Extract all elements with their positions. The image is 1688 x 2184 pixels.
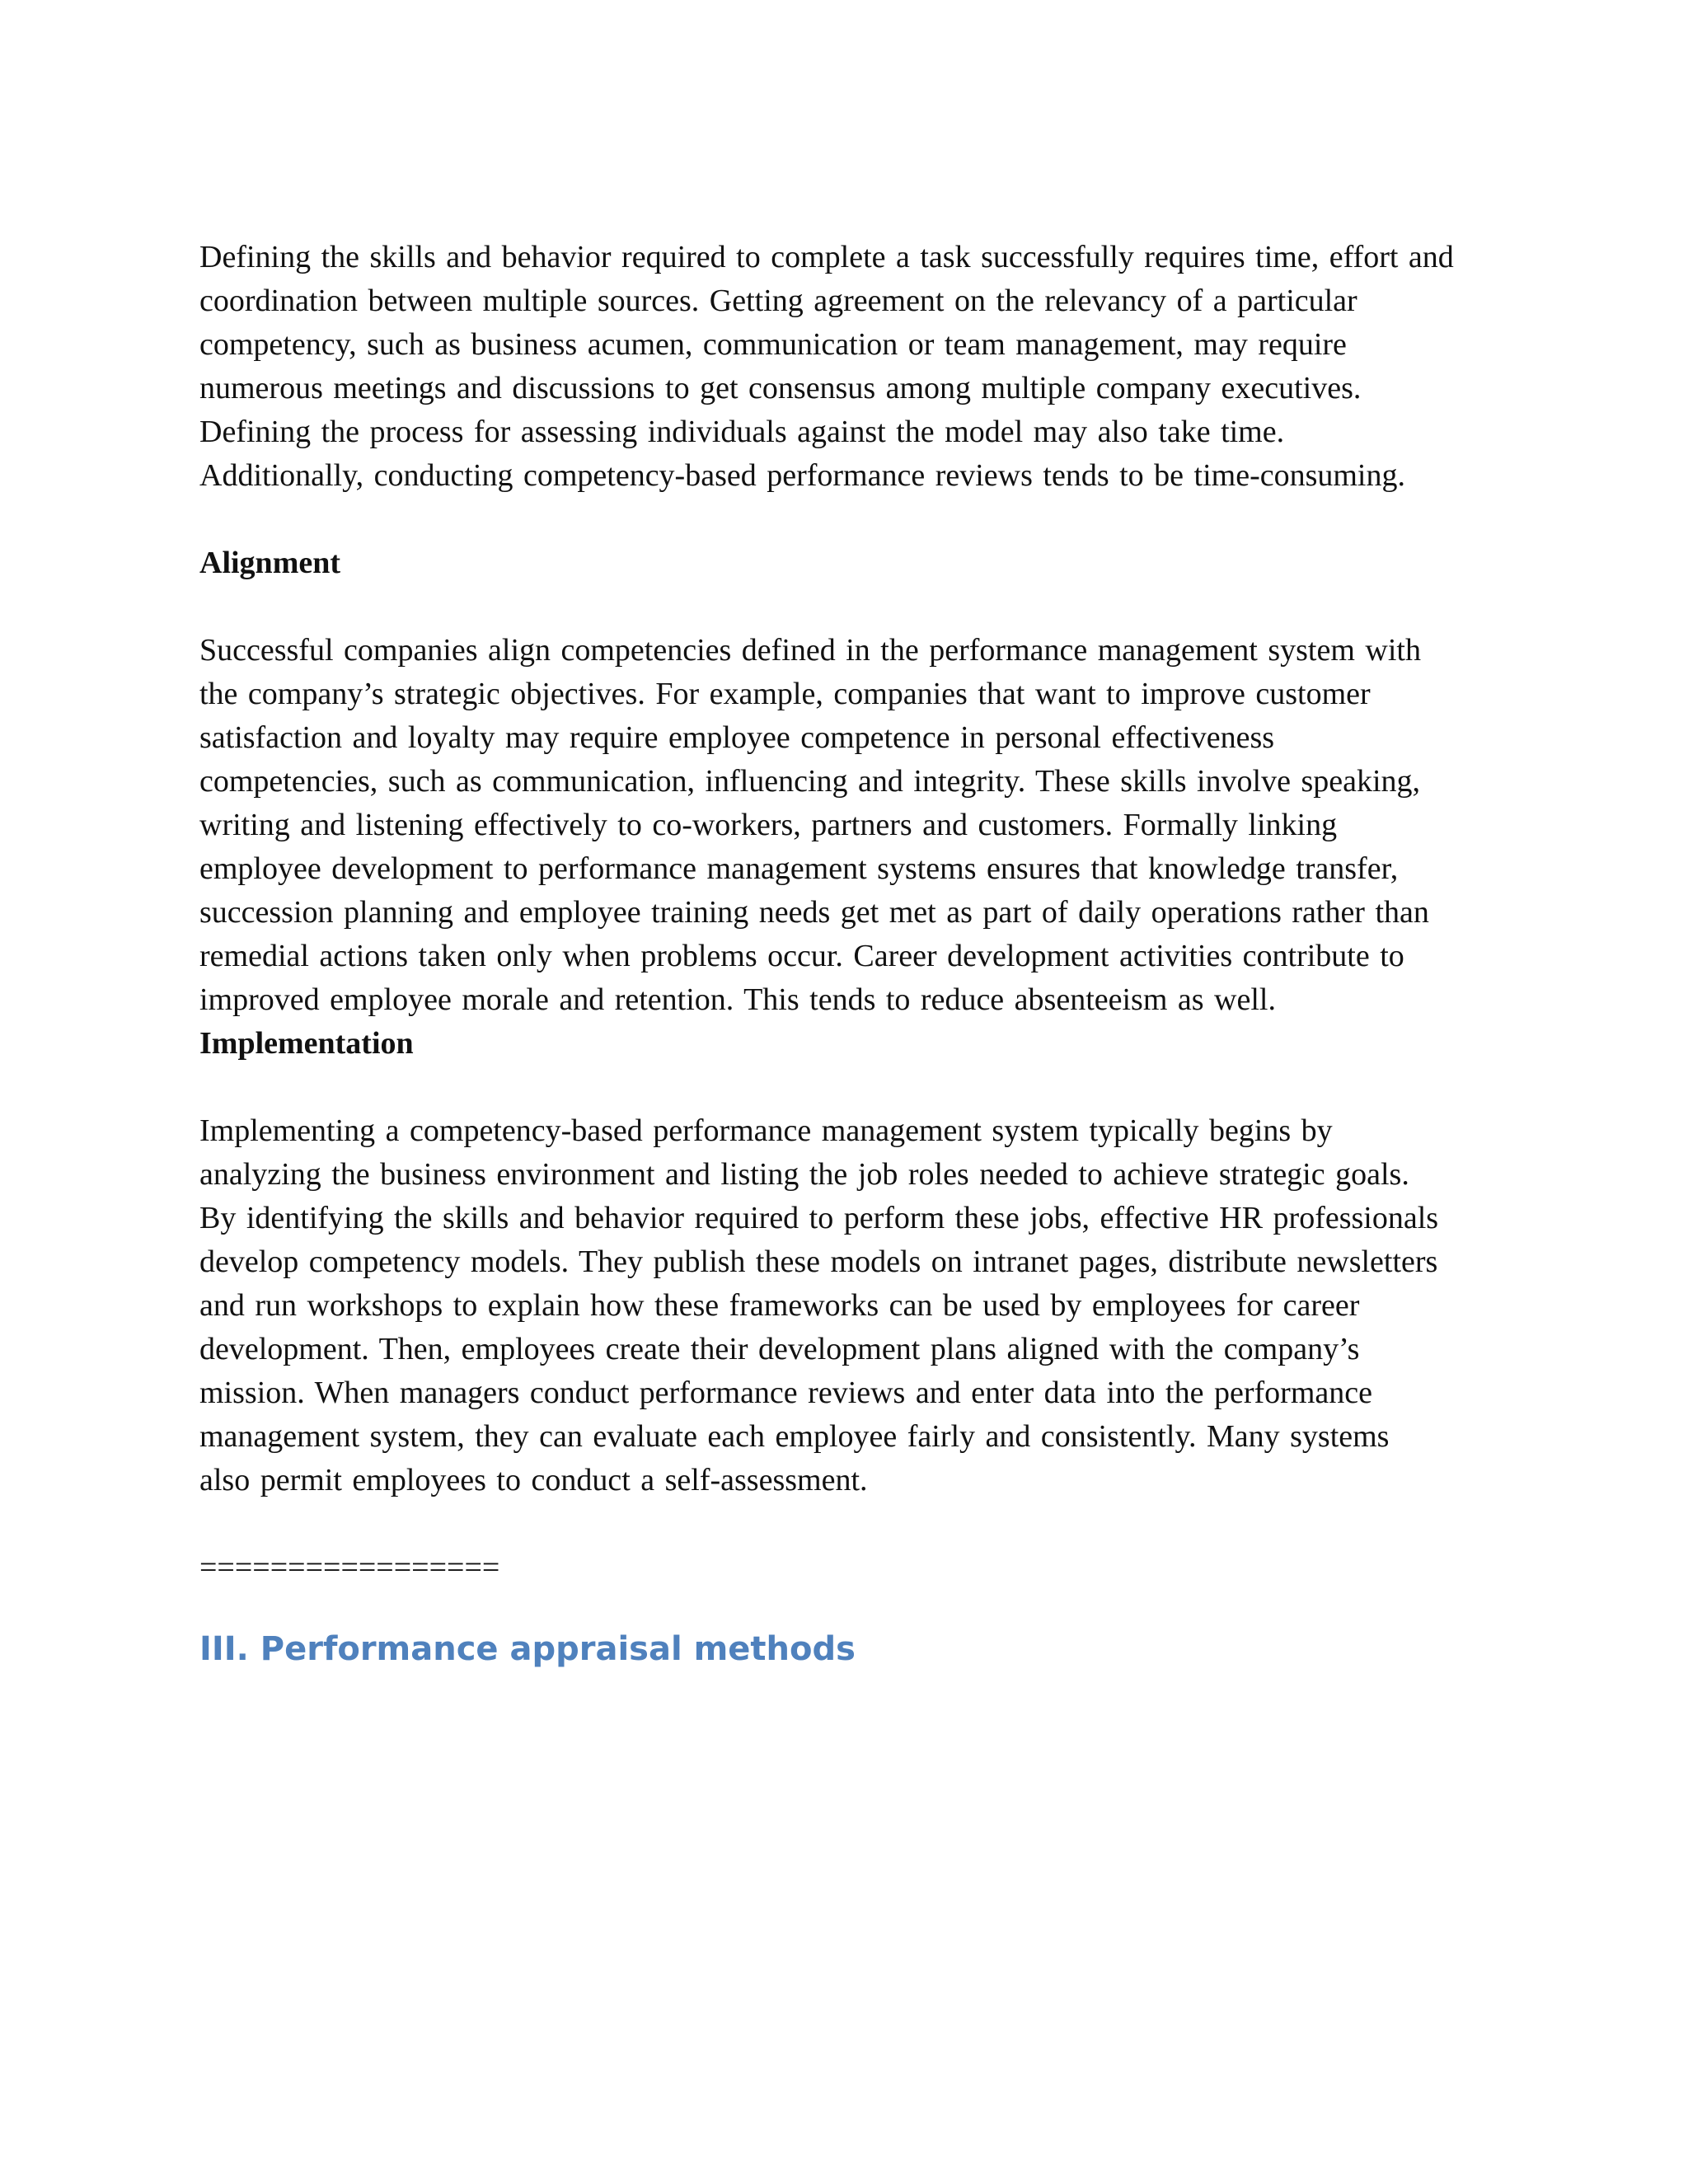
text-line: Successful companies align competencies defined in the performance management system with: [199, 633, 1421, 668]
text-line: Defining the process for assessing individuals against the model may also take time.: [199, 415, 1285, 449]
paragraph-implementation: [199, 1109, 1502, 1502]
text-line: mission. When managers conduct performance reviews and enter data into the performance: [199, 1376, 1372, 1410]
paragraph-alignment: [199, 629, 1502, 1022]
text-line: writing and listening effectively to co-workers, partners and customers. Formally linking: [199, 808, 1338, 842]
text-line: satisfaction and loyalty may require employee competence in personal effectiveness: [199, 720, 1275, 755]
text-line: the company’s strategic objectives. For example, companies that want to improve customer: [199, 677, 1371, 711]
text-line: Additionally, conducting competency-based performance reviews tends to be time-consuming.: [199, 458, 1405, 493]
text-line: develop competency models. They publish these models on intranet pages, distribute newsletters: [199, 1244, 1438, 1279]
text-line: competencies, such as communication, influencing and integrity. These skills involve speaking,: [199, 764, 1421, 799]
page-content: [199, 236, 1502, 1674]
text-line: numerous meetings and discussions to get consensus among multiple company executives.: [199, 371, 1362, 405]
text-line: Implementing a competency-based performance management system typically begins by: [199, 1113, 1333, 1148]
heading-implementation: Implementation: [199, 1026, 414, 1061]
spacer: [199, 1066, 1502, 1109]
text-line: also permit employees to conduct a self-assessment.: [199, 1463, 868, 1497]
text-line: development. Then, employees create their development plans aligned with the company’s: [199, 1332, 1360, 1366]
text-line: Defining the skills and behavior required to complete a task successfully requires time, effort and: [199, 240, 1454, 274]
text-line: coordination between multiple sources. Getting agreement on the relevancy of a particular: [199, 284, 1357, 318]
text-line: remedial actions taken only when problems occur. Career development activities contribute to: [199, 939, 1404, 973]
section-title: III. Performance appraisal methods: [199, 1630, 856, 1668]
separator-line: =================: [199, 1550, 500, 1585]
text-line: succession planning and employee training needs get met as part of daily operations rather than: [199, 895, 1429, 930]
text-line: and run workshops to explain how these frameworks can be used by employees for career: [199, 1288, 1360, 1323]
spacer: [199, 1502, 1502, 1546]
text-line: analyzing the business environment and listing the job roles needed to achieve strategic goals.: [199, 1157, 1409, 1192]
paragraph-intro: [199, 236, 1502, 498]
text-line: competency, such as business acumen, communication or team management, may require: [199, 327, 1347, 362]
heading-alignment: Alignment: [199, 546, 340, 580]
spacer: [199, 498, 1502, 541]
spacer: [199, 585, 1502, 629]
text-line: By identifying the skills and behavior required to perform these jobs, effective HR professionals: [199, 1201, 1439, 1235]
text-line: employee development to performance management systems ensures that knowledge transfer,: [199, 851, 1399, 886]
text-line: management system, they can evaluate each employee fairly and consistently. Many systems: [199, 1419, 1390, 1454]
text-line: improved employee morale and retention. This tends to reduce absenteeism as well.: [199, 982, 1276, 1017]
